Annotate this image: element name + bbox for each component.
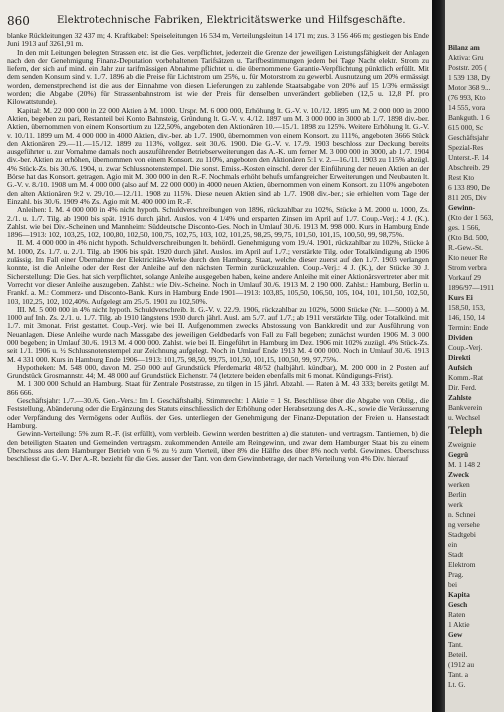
adjacent-page-line: Bankverein (448, 403, 483, 412)
adjacent-page-line: ges. 1 566, (448, 223, 481, 232)
adjacent-page-line: Poststr. 205 ( (448, 63, 487, 72)
adjacent-page-line: (76 993, Kto (448, 93, 486, 102)
paragraph-state-debt: M. 1 300 000 Schuld an Hamburg. Staat für Zentrale Poststrasse, zu tilgen in 15 jährl. Abzahl. — Raten à M. 43 333; bereits getilgt M. 866 666. (7, 379, 429, 397)
paragraph-gewinn-verteilung: Gewinn-Verteilung: 5% zum R.-F. (ist erfüllt), vom verbleib. Gewinn werden bestritten a) die statuten- und vertragsm. Tantiemen, b) die den beteiligten Staaten und Gemeinden vertragsm. zukommenden Anteile am Reingewinn, und zwar dem Hamburger Staat bis zu einem Überschuss aus dem Hamburger Betrieb von 6 % zu ½ zum Vierteil, über 8% die Hälfte des über 8% noch verbl. Gewinnes. Überschuss beschliesst die G.-V. Der A.-R. bezieht für die Ges. ausser der Tant. von dem Gewinnbetrage, der nach Verteilung von 4% Div. hierauf (7, 429, 429, 464)
adjacent-page-line: Zweck (448, 470, 469, 479)
adjacent-page-line: 158,50, 153, (448, 303, 485, 312)
adjacent-page-line: n. Schnei (448, 510, 476, 519)
adjacent-page-line: Bilanz am (448, 43, 480, 52)
paragraph-hypotheken: Hypotheken: M. 548 000, davon M. 250 000 auf Grundstück Pferdemarkt 48/52 (halbjährl. kündbar), M. 200 000 in 2 Posten auf Grundstück Grosmannstr. 44; M. 48 000 auf Grundstück Eichenstr. 74 (letztere beiden ebenfalls mit 6 monat. Kündigungs-Frist). (7, 362, 429, 381)
adjacent-page-line: Kto neuer Re (448, 253, 488, 262)
adjacent-page-line: Lt. G. (448, 680, 466, 689)
adjacent-page-line: Rest Kto (448, 173, 475, 182)
adjacent-page-line: 615 000, Sc (448, 123, 484, 132)
adjacent-page-line: Gew (448, 630, 463, 639)
adjacent-page-line: Bankguth. 1 6 (448, 113, 490, 122)
adjacent-page-line: Stadtgebi (448, 530, 476, 539)
adjacent-page-line: Kapita (448, 590, 470, 599)
running-title: Elektrotechnische Fabriken, Elektricitätswerke und Hilfsgeschäfte. (57, 15, 406, 26)
adjacent-page-line: 6 133 890, De (448, 183, 490, 192)
paragraph-geschaeftsjahr: Geschäftsjahr: 1./7.—30./6. Gen.-Vers.: Im I. Geschäftshalbj. Stimmrecht: 1 Aktie = 1 St. Beschlüsse über die Abgabe von Oblig., die Feststellung, Abänderung oder die Ergänzung des Statuts einschliesslich der Erhöhung oder Herabsetzung des A.-K., sowie die Veräusserung oder Verpfändung des Vermögens oder Auflös. der Ges. unterliegen der Genehmigung der Finanz-Deputation der Freien u. Hansestadt Hamburg. (7, 396, 429, 430)
page-header (7, 14, 427, 28)
adjacent-page-line: Termin: Ende (448, 323, 489, 332)
adjacent-page-line: Geschäftsjahr (448, 133, 489, 142)
adjacent-page-line: Raten (448, 610, 466, 619)
adjacent-page-line: 1 Aktie (448, 620, 470, 629)
adjacent-page-line: R.-Gew.-St. (448, 243, 484, 252)
adjacent-page-line: Tant. (448, 640, 463, 649)
adjacent-page-line: Stadt (448, 550, 464, 559)
page-number: 860 (7, 14, 30, 28)
adjacent-page-line: Aufsich (448, 363, 473, 372)
adjacent-page-line: Coup.-Verj. (448, 343, 483, 352)
adjacent-page-line: Zweignie (448, 440, 476, 449)
paragraph-kapital: Kapital: M. 22 000 000 in 22 000 Aktien à M. 1000. Urspr. M. 6 000 000, Erhöhung lt. G.-V. v. 10./12. 1895 um M. 2 000 000 in 2000 Aktien, begeben zu pari, Restanteil bei Konto Bahnsteig, Gründung lt. G.-V. v. 4./12. 1897 um M. 3 000 000 in 3000 ab 1./7. 1898 div.-ber. Aktien, übernommen von einem Konsortium zu 122,50%, angeboten den Aktionären 10.—15./1. 1898 zu 125%. Weitere Erhöhung lt. G.-V. v. 10./11. 1899 um M. 4 000 000 in 4000 Aktien, div.-ber. ab 1./7. 1900, übernommen von einem Konsort. zu 111%, angeboten 3666 Stück den Aktionären 29.—11.—15./12. 1899 zu 113%, vollgez. seit 30./6. 1900. Die G.-V. v. 17./9. 1903 beschloss zur Deckung bereits ausgeführter u. zur Vornahme damals noch auszuführender Betriebserweiterungen das A.-K. um ferner M. 3 000 000 in 3000, ab 1./7. 1904 div.-ber. Aktien zu erhöhen, übernommen von einem Konsort. zu 110%, angeboten den Aktionären 5:1 v. 2.—16./11. 1903 zu 115% abzügl. 4% Stück-Zs. bis 30./6. 1904, u. zwar Schlussnotenstempel. Die sonst. Emiss.-Kosten einschl. derer der Einführung der neuen Aktien an der Börse hat das Konsort. getragen. Agio mit M. 300 000 in den R.-F. Nochmals erhöht behufs umfangreicher Erweiterungen und Neubauten lt. G.-V. v. 8./10. 1908 um M. 4 000 000 (also auf M. 22 000 000) in 4000 neuen Aktien, übernommen von einem Konsort. zu 110% angeboten den alten Aktionären 9:2 v. 29./10.—12./11. 1908 zu 115%. Diese neuen Aktien sind ab 1./7. 1908 div.-ber.; sie erhielten vom Tage der Einzahl. bis 30./6. 1909 4% Zs. Agio mit M. 400 000 im R.-F. (7, 105, 429, 206)
adjacent-page-strip (445, 0, 504, 712)
paragraph-anleihe-1: Anleihen: I. M. 4 000 000 in 4% nicht hypoth. Schuldverschreibungen von 1896, rückzahlbar zu 102%, Stücke à M. 2000 u. 1000, Zs. 2./1. u. 1./7. Tilg. ab 1900 bis spät. 1916 durch jährl. Auslos. von 4 1/4% und ersparten Zinsen im April auf 1./7. Coup.-Verj.: 4 J. (K.). Zahlst. wie bei Div.-Scheinen und Mannheim: Süddeutsche Disconto-Ges. Noch in Umlauf 30./6. 1913 M. 998 000. Kurs in Hamburg Ende 1896—1913: 102, 103,25, 102, 100,80, 102,50, 100,75, 102,75, 103, 102, 101,25, 98,25, 99,75, 101,50, 101,15, 100,50, 99, 98,75%. (7, 205, 429, 240)
adjacent-page-line: 1896/97—1911 (448, 283, 495, 292)
adjacent-page-line: Dir. Ferd. (448, 383, 477, 392)
adjacent-page-line: u. Wechsel (448, 413, 481, 422)
adjacent-page-line: M. 1 148 2 (448, 460, 481, 469)
adjacent-page-line: 146, 150, 14 (448, 313, 485, 322)
adjacent-page-line: ng versehe (448, 520, 480, 529)
adjacent-page-line: (Kto Bd. 500, (448, 233, 489, 242)
adjacent-page-line: Gegrü (448, 450, 469, 459)
adjacent-page-line: Abschreib. 29 (448, 163, 490, 172)
adjacent-page-line: (Kto der 1 563, (448, 213, 494, 222)
adjacent-page-line: Aktiva: Gru (448, 53, 484, 62)
adjacent-page-line: Spezial-Res (448, 143, 484, 152)
adjacent-page-line: 811 205, Div (448, 193, 487, 202)
paragraph-supply-obligation: In den mit Leitungen belegten Strassen etc. ist die Ges. verpflichtet, jederzeit die Grenze der jeweiligen Leistungsfähigkeit der Anlagen nach den der Genehmigung Finanz-Deputation vorbehaltenen Tarifsätzen u. Tarifbestimmungen jedem bei Tage Nacht elektr. Strom zu liefern, der sich auf mind. ein Jahr zur tarifmässigen Abnahme pflichtet u. die übernommene Garantie-Verpflichtung pünktlich erfüllt. Mit dem senden Konsum sind v. 1./7. 1896 ab die Preise für Lichtstrom um 25%, u. für Motorstrom zu gewerbl. Ausnutzung um 20% ermässigt worden, demenstprechend ist die aus der Einnahme von diesen Lieferungen zu zahlende Staatsabgabe von 20% auf 15 1/3% ermässigt worden; die Abgabe (20%) für Strassenbahnstrom ist wie der Preis für denselben unverändert geblieben (12,5 u. 12,8 Pf. pro Kilowattstunde). (7, 47, 429, 107)
adjacent-page-line: (1912 au (448, 660, 475, 669)
paragraph-anleihe-2: II. M. 4 000 000 in 4% nicht hypoth. Schuldverschreibungen lt. behördl. Genehmigung vom 19./4. 1901, rückzahlbar zu 102%, Stücke à M. 1000, Zs. 1./7. u. 2./1. Tilg. ab 1906 bis spät. 1920 durch jährl. Auslos. im April auf 1./7.; verstärkte Tilg. oder Totalkündigung ab 1906 zulässig. Im Fall einer Übernahme der Elektricitäts-Werke durch den Hamburg. Staat, welche dieser zuerst auf den 1./7. 1903 verlangen konnte, ist die Anleihe oder der Rest der Anleihe auf den nächsten Termin zurückzuzahlen. Coup.-Verj.: 4 J. (K.), der Stücke 30 J. Sicherstellung: Die Ges. hat sich verpflichtet, solange Anleihe ausgegeben haben, keine andere Anleihe mit einer Aktionärsvertreter aber mit Vorrecht vor dieser Anleihe auszugeben. Zahlst.: wie Div.-Scheine. Noch in Umlauf 30./6. 1913 M. 2 190 000. Zahlst.: Hamburg, Berlin u. Frankf. a. M.: Commerz- und Disconto-Bank. Kurs in Hamburg Ende 1901—1913: 103,85, 105,50, 106,50, 105, 104, 101, 101,50, 102,50, 103, 102,25, 102, 102,40%. Aufgelegt am 25./5. 1901 zu 102,50%. (7, 238, 429, 306)
adjacent-page-line: Motor 368 9... (448, 83, 491, 92)
adjacent-page-line: Zahlste (448, 393, 472, 402)
paragraph-cable-lengths: blanke Rückleitungen 32 437 m; 4. Kraftkabel: Speiseleitungen 16 534 m, Verteilungsleitun 14 171 m; zus. 3 156 466 m; gestiegen bis Ende Juni 1913 auf 3261,91 m. (7, 31, 429, 49)
adjacent-page-line: Berlin (448, 490, 467, 499)
adjacent-page-line: bei (448, 580, 458, 589)
adjacent-page-line: Komm.-Rat (448, 373, 484, 382)
adjacent-page-line: Direkti (448, 353, 471, 362)
adjacent-page-line: Teleph (448, 423, 483, 437)
adjacent-page-line: Tant. a (448, 670, 469, 679)
adjacent-page-line: Dividen (448, 333, 473, 342)
book-gutter-shadow (432, 0, 445, 712)
adjacent-page-line: Beteil. (448, 650, 468, 659)
adjacent-page-line: Vorkauf 29 (448, 273, 481, 282)
adjacent-page-line: 1 539 138, Dy (448, 73, 491, 82)
adjacent-page-line: Gewinn- (448, 203, 476, 212)
adjacent-page-line: 14 555, vora (448, 103, 486, 112)
adjacent-page-line: Kurs Ei (448, 293, 473, 302)
body-text (7, 32, 429, 463)
adjacent-page-line: Elektrom (448, 560, 476, 569)
adjacent-page-line: Prag. (448, 570, 464, 579)
paragraph-anleihe-3: III. M. 5 000 000 in 4% nicht hypoth. Schuldverschreib. lt. G.-V. v. 22./9. 1906, rückzahlbar zu 102%, 5000 Stücke (Nr. 1—5000) à M. 1000 auf Inh. Zs. 2./1. u. 1./7. Tilg. ab 1910 längstens 1930 durch jährl. Ausl. am 5./7. auf 1./7.; ab 1911 verstärkte Tilg. oder Totalkünd. mit 1./7. mit 3monat. Frist gestattet. Coup.-Verj. wie bei II. Aufgenommen zwecks Abstossung von Bankkredit und zur Ausführung von Neuanlagen. Diese Anleihe wurde nach Massgabe des jeweiligen Geldbedarfs von Fall zu Fall begeben; zunächst wurden 1906 M. 3 000 000 begeben; in Umlauf 30./6. 1913 M. 4 000 000. Zahlst. wie bei II. Eingeführt in Hamburg im Dez. 1906 mit 102% zuzügl. 4% Stück-Zs. seit 1./1. 1906 u. ½ Schlussnotenstempel zur Zeichnung aufgelegt. Noch in Umlauf Ende 1913 M. 4 000 000. Noch in Umlauf 30./6. 1913 M. 4 331 000. Kurs in Hamburg Ende 1906—1913: 101,75, 98,50, 99,75, 101,50, 101,15, 100,50, 99, 97,75%. (7, 304, 429, 364)
adjacent-page-line: Gesch (448, 600, 468, 609)
adjacent-page-line: Strom verbra (448, 263, 487, 272)
adjacent-page-line: werk (448, 500, 463, 509)
adjacent-page-line: Unterst.-F. 14 (448, 153, 489, 162)
adjacent-page-line: ein (448, 540, 458, 549)
adjacent-page-line: werken (448, 480, 470, 489)
